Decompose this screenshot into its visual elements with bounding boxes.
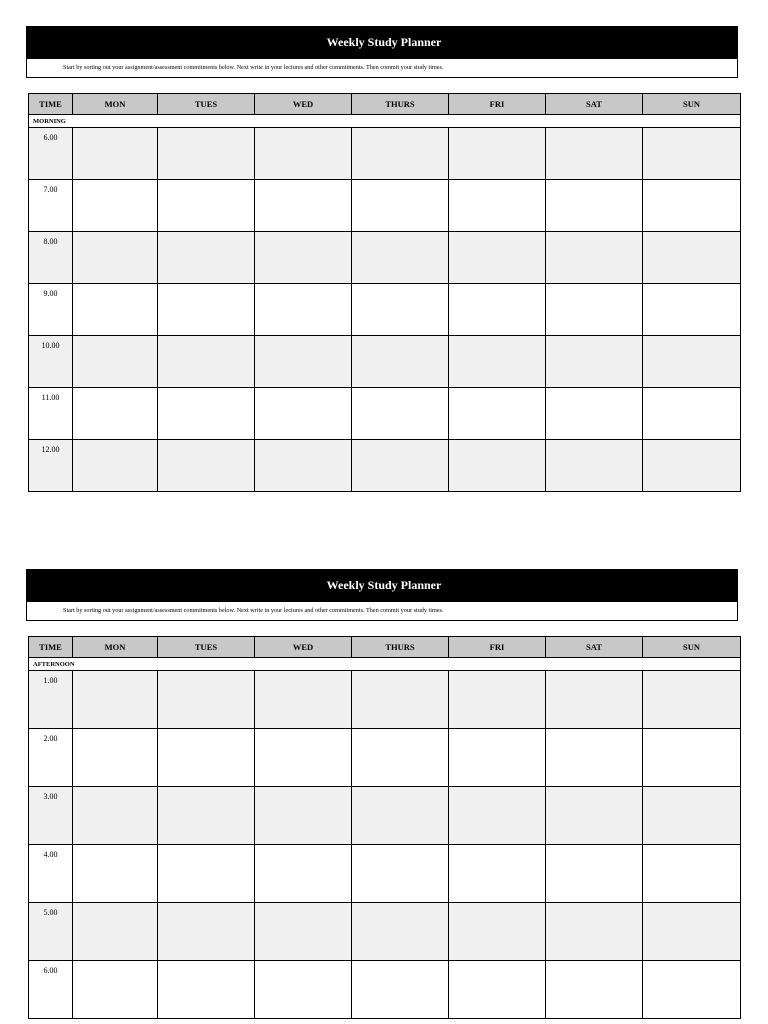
- slot-cell-tues[interactable]: [158, 128, 255, 180]
- slot-cell-thurs[interactable]: [352, 440, 449, 492]
- slot-cell-tues[interactable]: [158, 180, 255, 232]
- header-wed: WED: [255, 94, 352, 115]
- slot-cell-wed[interactable]: [255, 128, 352, 180]
- time-label: 3.00: [29, 787, 73, 845]
- slot-cell-thurs[interactable]: [352, 961, 449, 1019]
- slot-cell-sat[interactable]: [546, 845, 643, 903]
- slot-cell-sat[interactable]: [546, 232, 643, 284]
- slot-cell-fri[interactable]: [449, 232, 546, 284]
- slot-cell-sat[interactable]: [546, 180, 643, 232]
- header-row: [29, 94, 741, 115]
- slot-cell-tues[interactable]: [158, 729, 255, 787]
- slot-cell-tues[interactable]: [158, 440, 255, 492]
- slot-cell-mon[interactable]: [73, 232, 158, 284]
- slot-cell-tues[interactable]: [158, 671, 255, 729]
- slot-cell-mon[interactable]: [73, 729, 158, 787]
- time-slot-row: [29, 729, 741, 787]
- slot-cell-tues[interactable]: [158, 961, 255, 1019]
- slot-cell-thurs[interactable]: [352, 180, 449, 232]
- slot-cell-sat[interactable]: [546, 961, 643, 1019]
- slot-cell-fri[interactable]: [449, 180, 546, 232]
- slot-cell-thurs[interactable]: [352, 232, 449, 284]
- slot-cell-wed[interactable]: [255, 336, 352, 388]
- slot-cell-sat[interactable]: [546, 440, 643, 492]
- time-label: 2.00: [29, 729, 73, 787]
- slot-cell-wed[interactable]: [255, 787, 352, 845]
- slot-cell-fri[interactable]: [449, 440, 546, 492]
- header-sat: SAT: [546, 637, 643, 658]
- slot-cell-tues[interactable]: [158, 336, 255, 388]
- slot-cell-mon[interactable]: [73, 180, 158, 232]
- slot-cell-wed[interactable]: [255, 961, 352, 1019]
- slot-cell-fri[interactable]: [449, 845, 546, 903]
- header-time: TIME: [29, 637, 73, 658]
- header-tues: TUES: [158, 94, 255, 115]
- time-slot-row: [29, 787, 741, 845]
- header-wed: WED: [255, 637, 352, 658]
- slot-cell-sat[interactable]: [546, 284, 643, 336]
- slot-cell-fri[interactable]: [449, 729, 546, 787]
- time-label: 7.00: [29, 180, 73, 232]
- slot-cell-sun[interactable]: [643, 729, 741, 787]
- slot-cell-wed[interactable]: [255, 284, 352, 336]
- slot-cell-sat[interactable]: [546, 128, 643, 180]
- time-slot-row: [29, 180, 741, 232]
- planner-grid-morning: [28, 93, 741, 492]
- slot-cell-fri[interactable]: [449, 787, 546, 845]
- planner-title: Weekly Study Planner: [26, 26, 738, 59]
- slot-cell-sun[interactable]: [643, 336, 741, 388]
- header-sun: SUN: [643, 94, 741, 115]
- slot-cell-tues[interactable]: [158, 787, 255, 845]
- slot-cell-sun[interactable]: [643, 388, 741, 440]
- planner-instructions: Start by sorting out your assignment/assessment commitments below. Next write in your lectures and other commitments. Then commit your study times.: [26, 602, 738, 621]
- time-label: 8.00: [29, 232, 73, 284]
- time-slot-row: [29, 336, 741, 388]
- time-slot-row: [29, 903, 741, 961]
- slot-cell-mon[interactable]: [73, 787, 158, 845]
- slot-cell-mon[interactable]: [73, 671, 158, 729]
- slot-cell-tues[interactable]: [158, 232, 255, 284]
- header-thurs: THURS: [352, 637, 449, 658]
- slot-cell-fri[interactable]: [449, 903, 546, 961]
- header-thurs: THURS: [352, 94, 449, 115]
- slot-cell-sun[interactable]: [643, 440, 741, 492]
- slot-cell-sun[interactable]: [643, 903, 741, 961]
- time-slot-row: [29, 440, 741, 492]
- section-label-morning: MORNING: [29, 115, 741, 128]
- slot-cell-thurs[interactable]: [352, 284, 449, 336]
- slot-cell-fri[interactable]: [449, 284, 546, 336]
- slot-cell-thurs[interactable]: [352, 336, 449, 388]
- slot-cell-sun[interactable]: [643, 232, 741, 284]
- time-slot-row: [29, 232, 741, 284]
- header-row: [29, 637, 741, 658]
- planner-afternoon: [26, 569, 738, 621]
- slot-cell-sat[interactable]: [546, 336, 643, 388]
- slot-cell-fri[interactable]: [449, 128, 546, 180]
- slot-cell-sat[interactable]: [546, 671, 643, 729]
- time-slot-row: [29, 128, 741, 180]
- time-label: 10.00: [29, 336, 73, 388]
- slot-cell-mon[interactable]: [73, 336, 158, 388]
- time-label: 6.00: [29, 961, 73, 1019]
- slot-cell-mon[interactable]: [73, 845, 158, 903]
- time-slot-row: [29, 961, 741, 1019]
- slot-cell-fri[interactable]: [449, 671, 546, 729]
- time-label: 9.00: [29, 284, 73, 336]
- slot-cell-sat[interactable]: [546, 903, 643, 961]
- slot-cell-wed[interactable]: [255, 729, 352, 787]
- slot-cell-thurs[interactable]: [352, 128, 449, 180]
- slot-cell-sun[interactable]: [643, 128, 741, 180]
- header-sun: SUN: [643, 637, 741, 658]
- time-label: 1.00: [29, 671, 73, 729]
- header-fri: FRI: [449, 637, 546, 658]
- slot-cell-sun[interactable]: [643, 961, 741, 1019]
- header-mon: MON: [73, 637, 158, 658]
- header-sat: SAT: [546, 94, 643, 115]
- slot-cell-tues[interactable]: [158, 284, 255, 336]
- slot-cell-thurs[interactable]: [352, 671, 449, 729]
- slot-cell-tues[interactable]: [158, 845, 255, 903]
- planner-title: Weekly Study Planner: [26, 569, 738, 602]
- slot-cell-thurs[interactable]: [352, 787, 449, 845]
- slot-cell-thurs[interactable]: [352, 903, 449, 961]
- slot-cell-mon[interactable]: [73, 961, 158, 1019]
- slot-cell-wed[interactable]: [255, 845, 352, 903]
- time-label: 12.00: [29, 440, 73, 492]
- header-time: TIME: [29, 94, 73, 115]
- slot-cell-thurs[interactable]: [352, 729, 449, 787]
- slot-cell-wed[interactable]: [255, 180, 352, 232]
- slot-cell-sun[interactable]: [643, 787, 741, 845]
- planner-instructions: Start by sorting out your assignment/assessment commitments below. Next write in your lectures and other commitments. Then commit your study times.: [26, 59, 738, 78]
- planner-grid-afternoon: [28, 636, 741, 1019]
- slot-cell-mon[interactable]: [73, 388, 158, 440]
- planner-morning: [26, 26, 738, 78]
- header-fri: FRI: [449, 94, 546, 115]
- slot-cell-mon[interactable]: [73, 903, 158, 961]
- slot-cell-mon[interactable]: [73, 284, 158, 336]
- slot-cell-thurs[interactable]: [352, 388, 449, 440]
- slot-cell-thurs[interactable]: [352, 845, 449, 903]
- slot-cell-sun[interactable]: [643, 671, 741, 729]
- time-label: 6.00: [29, 128, 73, 180]
- slot-cell-wed[interactable]: [255, 232, 352, 284]
- time-label: 11.00: [29, 388, 73, 440]
- slot-cell-wed[interactable]: [255, 388, 352, 440]
- time-slot-row: [29, 388, 741, 440]
- time-slot-row: [29, 845, 741, 903]
- slot-cell-fri[interactable]: [449, 336, 546, 388]
- slot-cell-fri[interactable]: [449, 961, 546, 1019]
- time-slot-row: [29, 284, 741, 336]
- slot-cell-mon[interactable]: [73, 128, 158, 180]
- time-slot-row: [29, 671, 741, 729]
- slot-cell-wed[interactable]: [255, 903, 352, 961]
- header-tues: TUES: [158, 637, 255, 658]
- slot-cell-tues[interactable]: [158, 388, 255, 440]
- header-mon: MON: [73, 94, 158, 115]
- slot-cell-wed[interactable]: [255, 440, 352, 492]
- slot-cell-sun[interactable]: [643, 845, 741, 903]
- slot-cell-mon[interactable]: [73, 440, 158, 492]
- slot-cell-tues[interactable]: [158, 903, 255, 961]
- slot-cell-sat[interactable]: [546, 388, 643, 440]
- slot-cell-wed[interactable]: [255, 671, 352, 729]
- slot-cell-fri[interactable]: [449, 388, 546, 440]
- slot-cell-sat[interactable]: [546, 729, 643, 787]
- time-label: 4.00: [29, 845, 73, 903]
- time-label: 5.00: [29, 903, 73, 961]
- slot-cell-sun[interactable]: [643, 284, 741, 336]
- slot-cell-sat[interactable]: [546, 787, 643, 845]
- slot-cell-sun[interactable]: [643, 180, 741, 232]
- section-label-afternoon: AFTERNOON: [29, 658, 741, 671]
